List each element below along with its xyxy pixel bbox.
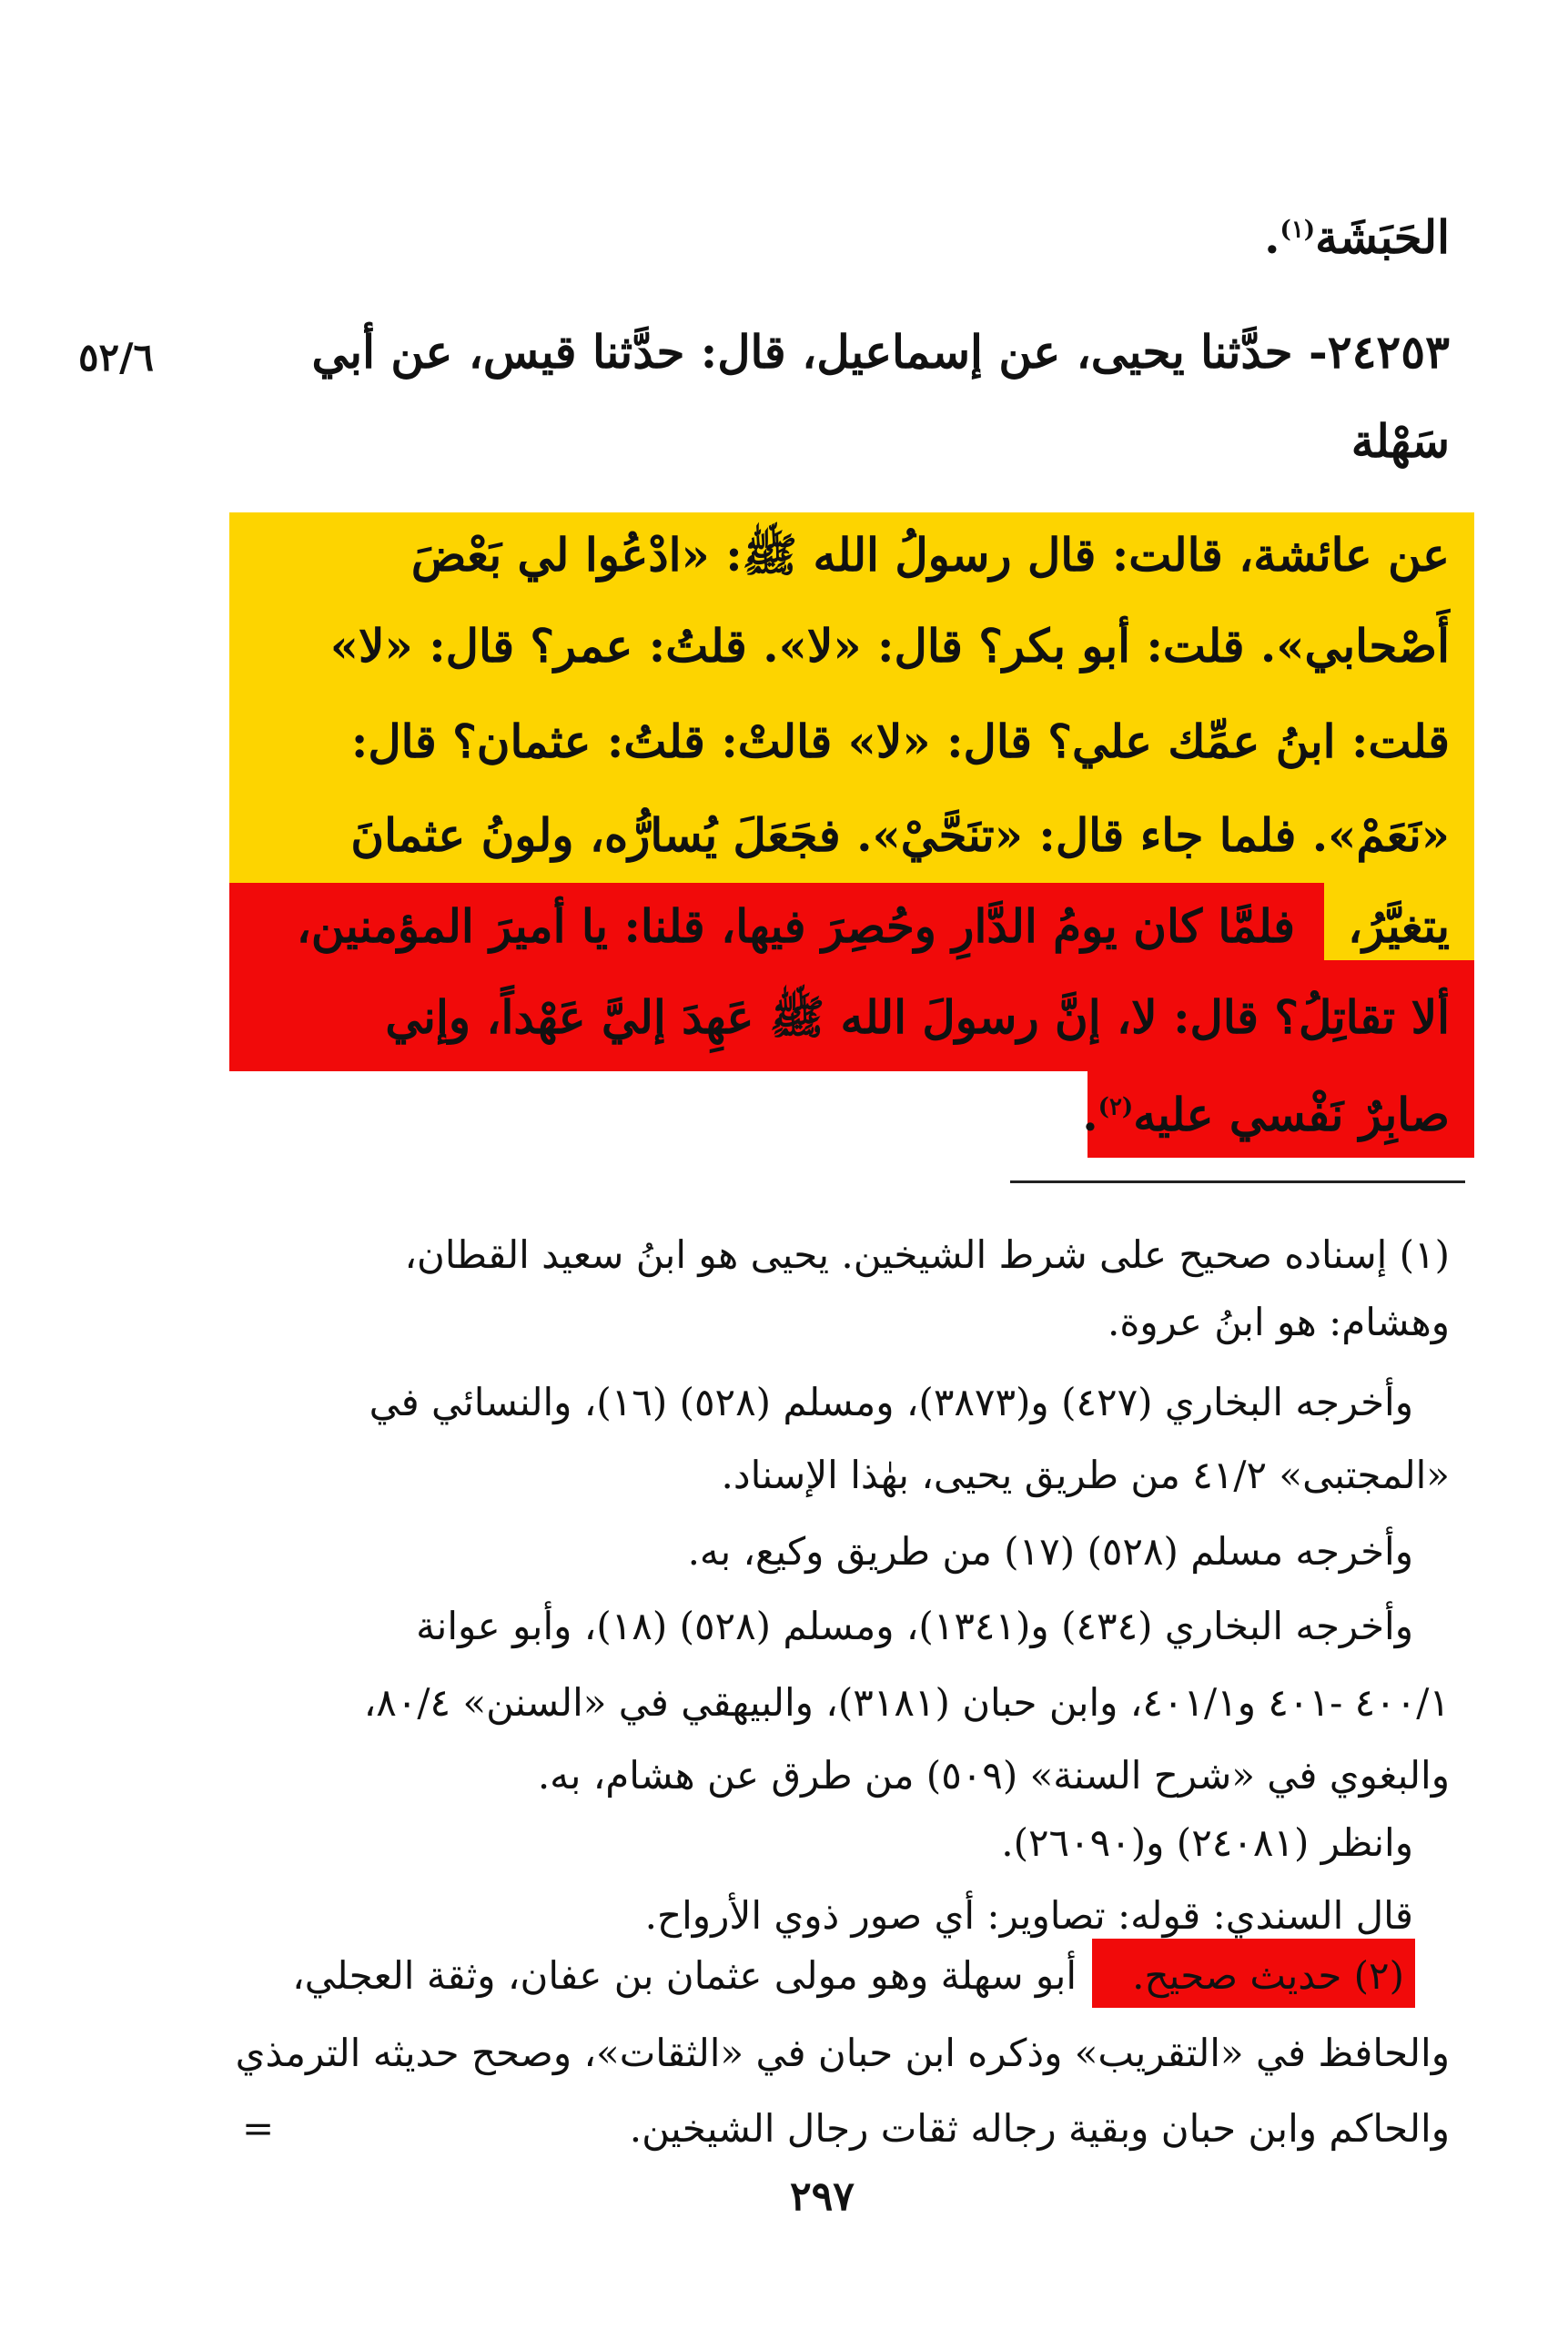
footnote-line-1: (١) إسناده صحيح على شرط الشيخين. يحيى هو ابنُ سعيد القطان،: [404, 1232, 1450, 1277]
footnote-line-8: والبغوي في «شرح السنة» (٥٠٩) من طرق عن هشام، به.: [537, 1753, 1450, 1798]
matn-line-5-red-part: فلمَّا كان يومُ الدَّارِ وحُصِرَ فيها، قلنا: يا أميرَ المؤمنين،: [296, 899, 1295, 953]
footnote-line-5: وأخرجه مسلم (٥٢٨) (١٧) من طريق وكيع، به.: [687, 1529, 1413, 1574]
matn-line-5-yellow-part: يتغيَّرُ،: [1348, 899, 1450, 953]
matn-line-7-period: .: [1082, 1088, 1098, 1141]
footnote-line-4: «المجتبى» ٤١/٢ من طريق يحيى، بهٰذا الإسناد.: [721, 1453, 1450, 1497]
footnote-line-7: ٤٠٠/١ -٤٠١ و٤٠١/١، وابن حبان (٣١٨١)، والبيهقي في «السنن» ٨٠/٤،: [363, 1680, 1450, 1725]
continuation-mark: =: [242, 2106, 275, 2151]
footnote-ref-2: (٢): [1098, 1093, 1134, 1121]
matn-line-2: أَصْحابي». قلت: أبو بكر؟ قال: «لا». قلتُ: عمر؟ قال: «لا»: [329, 619, 1450, 673]
footnote-ref-1: (١): [1280, 216, 1316, 244]
header-word: الحَبَشَة: [1315, 210, 1450, 264]
matn-line-1: عن عائشة، قالت: قال رسولُ الله ﷺ: «ادْعُوا لي بَعْضَ: [410, 528, 1450, 582]
header-period: .: [1264, 210, 1280, 264]
matn-line-7-text: صابِرٌ نَفْسي عليه: [1133, 1088, 1450, 1141]
footnote-line-6: وأخرجه البخاري (٤٣٤) و(١٣٤١)، ومسلم (٥٢٨) (١٨)، وأبو عوانة: [416, 1604, 1413, 1648]
matn-line-6: ألا تقاتِلُ؟ قال: لا، إنَّ رسولَ الله ﷺ عَهِدَ إليَّ عَهْداً، وإني: [385, 990, 1450, 1044]
footnote-2-line-2: والحافظ في «التقريب» وذكره ابن حبان في «الثقات»، وصحح حديثه الترمذي: [235, 2031, 1450, 2075]
hadith-intro-line-2: سَهْلة: [1351, 414, 1450, 468]
footnote-2-line-3: والحاكم وابن حبان وبقية رجاله ثقات رجال الشيخين.: [629, 2106, 1450, 2151]
footnote-2-label: (٢) حديث صحيح.: [1132, 1953, 1404, 1998]
volume-page-reference: ٥٢/٦: [78, 335, 155, 380]
matn-line-3: قلت: ابنُ عمِّك علي؟ قال: «لا» قالتْ: قلتُ: عثمان؟ قال:: [350, 714, 1450, 768]
footnote-line-3: وأخرجه البخاري (٤٢٧) و(٣٨٧٣)، ومسلم (٥٢٨) (١٦)، والنسائي في: [369, 1380, 1413, 1424]
hadith-intro-line: ٢٤٢٥٣- حدَّثنا يحيى، عن إسماعيل، قال: حدَّثنا قيس، عن أبي: [311, 325, 1450, 379]
footnote-line-9: وانظر (٢٤٠٨١) و(٢٦٠٩٠).: [1001, 1820, 1413, 1865]
matn-line-7: [1082, 1088, 1450, 1141]
footnote-line-10: قال السندي: قوله: تصاوير: أي صور ذوي الأرواح.: [644, 1893, 1413, 1938]
page-number: ٢٩٧: [790, 2173, 855, 2220]
footnote-2-rest: أبو سهلة وهو مولى عثمان بن عفان، وثقة العجلي،: [292, 1953, 1077, 1998]
matn-line-4: «نَعَمْ». فلما جاء قال: «تنَحَّيْ». فجَعَلَ يُسارُّه، ولونُ عثمانَ: [350, 808, 1450, 862]
footnote-separator: [1010, 1180, 1465, 1183]
footnote-line-2: وهشام: هو ابنُ عروة.: [1108, 1300, 1450, 1344]
header-line: [1264, 210, 1450, 264]
